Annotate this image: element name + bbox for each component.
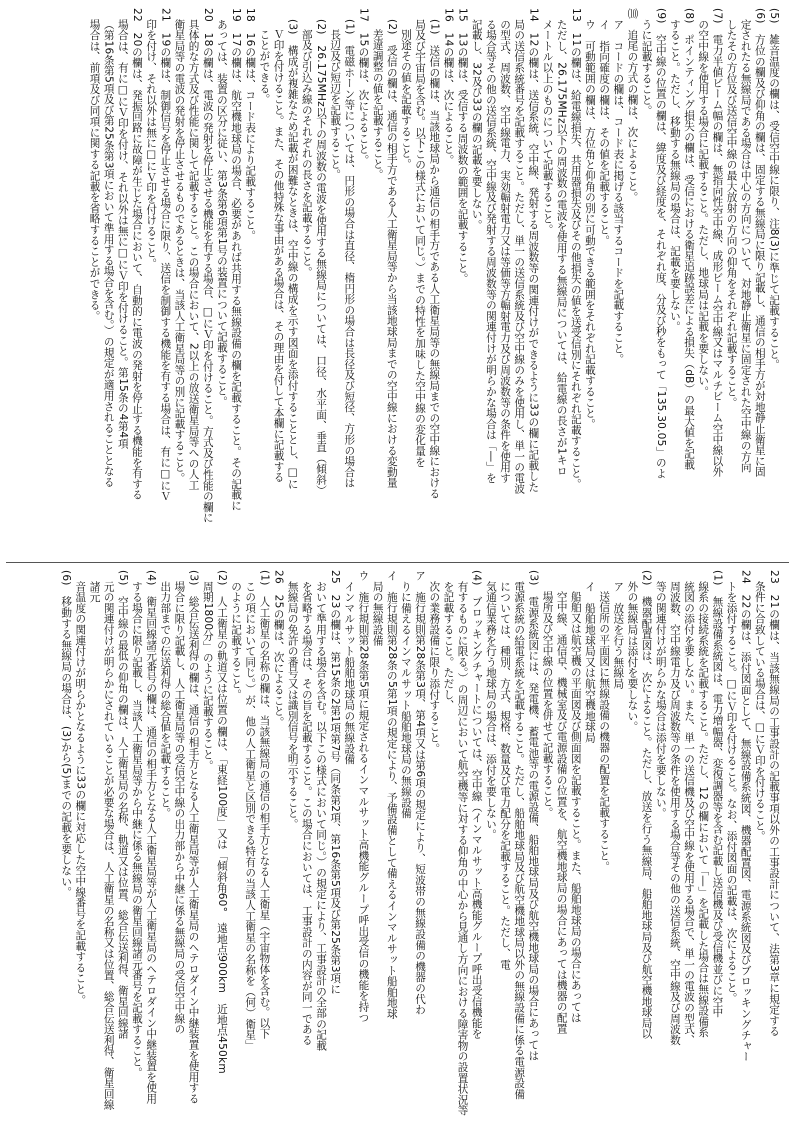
text-column: 局の無線設備 <box>371 580 384 646</box>
text-column: イ 船舶地球局又は航空機地球局 <box>583 580 596 743</box>
text-column: (6) 移動する無線局の場合は、(3)から(5)までの記載を要しない。 <box>60 570 73 898</box>
text-column: 16 14の欄は、次によること。 <box>442 8 455 166</box>
text-column: 電源系統の給電系統を記載すること。ただし、船舶地球局及び航空機地球局以外の無線設備に係る電源設備 <box>513 580 526 1099</box>
text-column: (4) ブロッキングチャートについては、空中線（インマルサット高機能グループ呼出受信機能を <box>470 570 483 1040</box>
text-column: 局の送信系統番号を記載すること。ただし、単一の送信系統及び空中線のみを使用し、単一の電波 <box>513 18 526 494</box>
text-column: 23 21の欄は、当該無線局の工事設計の記載事項以外の工事設計について、法第3章に規定する <box>768 570 780 1037</box>
text-column: あっては、装置の区分に従い、第3条第6項第1号の装置について記載すること。 <box>215 18 228 407</box>
text-column: (1) 電磁ホーン等については、円形の場合は直径、楕円形の場合は長径及び短径、方形の場合は <box>343 18 356 488</box>
page-divider <box>6 562 789 563</box>
text-column: (4) 衛星回線諸元番号の欄は、通信の相手方となる人工衛星局等が人工衛星局のヘテロダイン中継装置を使用 <box>145 570 158 1105</box>
text-column: 次の業務設備に限り添付すること。 <box>428 580 441 754</box>
text-column: (5) 雑音温度の欄は、受信空中線に限り、注8(3)に準じて記載すること。 <box>768 8 780 371</box>
text-column: 局及び宇宙局を含む。以下この様式において同じ。）までの特性を加味した空中線の変化量を <box>414 18 427 467</box>
text-column: 印を付け、それ以外は無に□にＶ印を付けること。 <box>145 18 158 269</box>
text-column: インマルサット船舶地球局の無線設備 <box>343 580 356 765</box>
text-column: 場合は、前項及び同項に関する記載を省略することができる。 <box>88 18 101 321</box>
text-column: 19 17の欄は、航空機地球局の場合、必要があれば共用する無線設備の欄を記載すること。その記載に <box>230 8 243 511</box>
text-column: 22 20の欄は、発振回路に故障が生じた場合において、自動的に電波の発射を停止する機能を有する <box>130 8 143 501</box>
text-column: 出力部までの伝送利得の総合値を記載すること。 <box>159 580 172 819</box>
text-column: (3) 電源系統図には、発電機、蓄電池等の電源設備、船舶地球局及び航空機地球局の場合にあっては <box>527 570 540 1061</box>
text-column: (7) 電力半値ビーム幅の欄は、無指向性空中線、成形ビーム空中線又はマルチビーム空中線以外 <box>711 8 724 478</box>
text-column: すること。ただし、移動する無線局の場合は、記載を要しない。 <box>668 18 681 332</box>
text-column: 13 11の欄は、給電線損失、共用器損失及びその他損失の値を送受信別にそれぞれ記載すること。 <box>569 8 582 490</box>
text-column: する場合に限り記載し、当該人工衛星局等から中継に係る無線局の衛星回線諸元番号を記載すること。 <box>130 580 143 1078</box>
text-column: Ｖ印を付けること。また、その他特殊な事由がある場合は、その理由を付して本欄に記載する <box>272 29 285 483</box>
text-column: ア 施行規則第28条第3項、第4項又は第6項の規定により、短波帯の無線設備の機器の代わ <box>414 570 427 1016</box>
text-column: (1) 人工衛星の名称の欄は、当該無線局の通信の相手方となる人工衛星（宇宙物体を含む。以下 <box>258 570 271 1040</box>
text-column: 長辺及び短辺を記載すること。 <box>329 29 342 181</box>
text-column: うに記載すること。 <box>640 18 653 116</box>
text-column: ⑽ 追尾の方式の欄は、次によること。 <box>626 8 639 203</box>
text-column: 衛星局等の電波の発射を停止させるものであるときは、当該人工衛星局等の別に記載すること。 <box>173 18 186 483</box>
text-column: の空中線を使用する場合に記載すること。ただし、地球局は記載を要しない。 <box>697 18 710 397</box>
text-column: (3) 構成が複雑なため記載が困難なときは、空中線の構成を示す図面を添付することとし、□に <box>286 18 299 490</box>
text-column: 統図の添付を要しない。また、単一の送信機及び空中線を使用する場合で、単一の電波の型式、 <box>683 580 696 1045</box>
text-column: ア コードの欄は、コード表に掲げる該当するコードを記載すること。 <box>612 18 625 365</box>
text-column: 無線局の免許の番号又は識別信号を明示すること。 <box>286 580 299 829</box>
text-column: 気通信業務を行う地球局の場合は、添付を要しない。 <box>484 580 497 840</box>
text-column: (3) 総合伝送利得の欄は、通信の相手方となる人工衛星局等が人工衛星局のヘテロダイン中継装置を使用する <box>187 570 200 1105</box>
text-column: (6) 方位の欄及び仰角の欄は、固定する無線局に限り記載し、通信の相手方が対地静止衛星に固 <box>753 8 766 478</box>
text-column: (5) 空中線の最低の仰角の欄は、人工衛星局の名称、軌道又は位置、総合伝送利得、衛星回線諸 <box>116 570 129 1040</box>
text-column: (2) 26.175MHz以下の周波数の電波を使用する無線局については、口径、水平面、垂直（傾斜） <box>315 18 327 496</box>
text-column: る場合等その他の送信系統、空中線及び発射する周波数等の関連付けが明らかな場合は「―」を <box>484 18 497 483</box>
text-column: 24 22の欄は、添付図面として、無線設備系統図、機器配置図、電源系統図及びブロッキングチャー <box>739 570 752 1063</box>
text-column: ウ 可動範囲の欄は、方位角と仰角の別に可動できる範囲をそれぞれ記載すること。 <box>583 18 596 429</box>
text-column: 25 23の欄は、第15条の2第1項第7号（同条第2項、第16条第5項及び第25条第3項に <box>329 570 342 995</box>
text-column: 別途その値を記載すること。 <box>399 29 412 170</box>
text-column: 17 15の欄は、次によること。 <box>357 8 370 166</box>
text-column: 20 18の欄は、電波の発射を停止させる機能を有する場合、□にＶ印を付けること。方式及び性能の欄に <box>201 8 214 524</box>
text-column: を省略する場合は、その旨を記載すること。この場合においては、工事設計の内容が同一である <box>300 580 313 1045</box>
text-column: 18 16の欄は、コード表により記載すること。 <box>244 8 257 241</box>
text-column: 周波数、空中線電力及び周波数等の条件を使用する場合等その他の送信系統、空中線及び周波数 <box>668 580 681 1045</box>
text-column: 周期1800分」のように記載すること。 <box>201 580 214 771</box>
text-column: この項において同じ。）が、他の人工衛星と区別できる特有の当該人工衛星の名称を（何）衛星」 <box>244 580 257 1051</box>
text-column: ウ 施行規則第28条第5項に規定されるインマルサット高機能グループ呼出受信の機能を持つ <box>357 570 370 1023</box>
text-column: 等の関連付けが明らかな場合は添付を要しない。 <box>654 580 667 819</box>
text-column: (1) 無線設備系統図は、電力増幅器、変復調器等を含む記載し送信機及び受信機並びに空中 <box>711 570 724 1018</box>
text-column: 14 12の欄は、送信系統、空中線、発射する周波数等の関連付けができるように33の欄に記載した <box>527 8 540 493</box>
text-column: したその方位及び送信空中線の最大放射の方向の仰角をそれぞれ記載すること。 <box>725 18 738 408</box>
text-column: 条件に合致している場合は、□にＶ印を付けること。 <box>753 580 766 842</box>
text-column: の型式、周波数、空中線電力、実効輻射電力又は等価等方輻射電力及び周波数等の条件を使用す <box>499 18 512 483</box>
text-column: のように記載すること。 <box>230 580 243 700</box>
text-column: 外の無線局は添付を要しない。 <box>626 580 639 732</box>
text-column: （第16条第5項及び第25条第3項において準用する場合を含む。）の規定が適用されることとなる <box>102 18 115 487</box>
text-column: 音温度の関連付けが明らかとなるように33の欄に対応した空中線番号を記載すること。 <box>74 580 87 1005</box>
text-column: 線系の接続系統を記載すること。ただし、12の欄において「―」を記載した場合は無線設備系 <box>697 580 710 1038</box>
text-column: (9) 空中線の位置の欄は、緯度及び経度を、それぞれ度、分及び秒をもって「135.30.05」のよ <box>654 8 667 479</box>
text-column: おいて準用する場合を含む。以下この様式において同じ。）の規定により、工事設計の全部の記載 <box>315 580 327 1051</box>
lower-half-text <box>14 570 781 1118</box>
text-column: 部及び引込み線のそれぞれの長さを記載すること。 <box>300 29 313 278</box>
text-column: 21 19の欄は、制御信号を停止させる場合に限り、送信を制御する機能を有する場合は、有に□にＶ <box>159 8 172 502</box>
text-column: (2) 人工衛星の軌道又は位置の欄は、「東経100度」又は「傾斜角60° 遠地点900km 近地点450km <box>215 570 228 1074</box>
text-column: 場所及び空中線の位置を併せて記載すること。 <box>541 591 554 818</box>
text-column: ただし、26.175MHz以下の周波数の電波を使用する無線局については、給電線の長さが1キロ <box>555 18 568 476</box>
text-column: 有するものに限る。）の周辺において航空機等に対する仰角の中心から見通し方向における障害物の設置状況等を記載すること。ただし、 <box>442 580 469 1116</box>
upper-half-text <box>14 8 781 556</box>
text-column: ア 放送を行う無線局 <box>612 580 625 689</box>
text-column: 場合に限り記載し、人工衛星局等の受信空中線の出力部から中継に係る無線局の受信空中線の <box>173 580 186 1035</box>
text-column: 送信所の平面図に無線設備の機器の配置を記載すること。 <box>598 591 611 872</box>
text-column: 定されたる無線局である場合は中心の方向について、対地静止衛星に固定された空中線の方向 <box>739 18 752 473</box>
text-column: 記載し、32及び33の欄の記載を要しない。 <box>470 18 483 230</box>
text-column: 空中線、通信卓、機械室及び電源設備の位置を、航空機地球局の場合にあっては機器の配置 <box>555 591 568 1034</box>
text-column: イ 指向確度の欄は、その値を記載すること。 <box>598 18 611 246</box>
text-column: については、種別、方式、規格、数量及び電力配分を記載すること。ただし、電 <box>499 580 512 970</box>
text-column: メートル以上のものについて記載すること。 <box>541 18 554 235</box>
text-column: (2) 機器配置図は、次によること。ただし、放送を行う無線局、船舶地球局及び航空機地球局以 <box>640 570 653 1040</box>
text-column: イ 施行規則第28条の5第1項の規定により、予備設備として備えるインマルサット船舶地球 <box>385 570 398 1019</box>
text-column: 場合は、有に□にＶ印を付け、それ以外は無に□にＶ印を付けること。第15条の4第4項 <box>116 18 129 449</box>
text-column: 元の関連付けが明らかにされていることが必要な場合は、人工衛星の名称又は位置、総合伝送利得、衛星回線諸元 <box>88 580 115 1110</box>
text-column: (2) 受信の欄は、通信の相手方である人工衛星局等から当該地球局までの空中線における変動量 <box>385 18 398 488</box>
text-column: 船舶又は航空機の平面図及び側面図を記載すること。また、船舶地球局の場合にあっては <box>569 591 582 1024</box>
text-column: 26 25の欄は、次によること。 <box>272 570 285 728</box>
text-column: ことができる。 <box>258 29 271 105</box>
text-column: (8) ポインティング損失の欄は、受信における衛星追跡誤差による損失（dB）の最大値を記載 <box>683 8 696 470</box>
text-column: トを添付すること。□にＶ印を付けること。なお、添付図面の記載は、次によること。 <box>725 580 738 1004</box>
text-column: 15 13の欄は、受信する周波数の範囲を記載すること。 <box>456 8 469 285</box>
text-column: 差違調整の値を記載すること。 <box>371 29 384 181</box>
text-column: りに備えるインマルサット船舶地球局の無線設備 <box>399 580 412 819</box>
text-column: (1) 送信の欄は、当該地球局から通信の相手方である人工衛星局等の無線局までの空中線における <box>428 18 441 499</box>
text-column: 具体的な方式及び性能に関して記載すること。この場合において、2以上の放送衛星局等への人工 <box>187 18 200 490</box>
